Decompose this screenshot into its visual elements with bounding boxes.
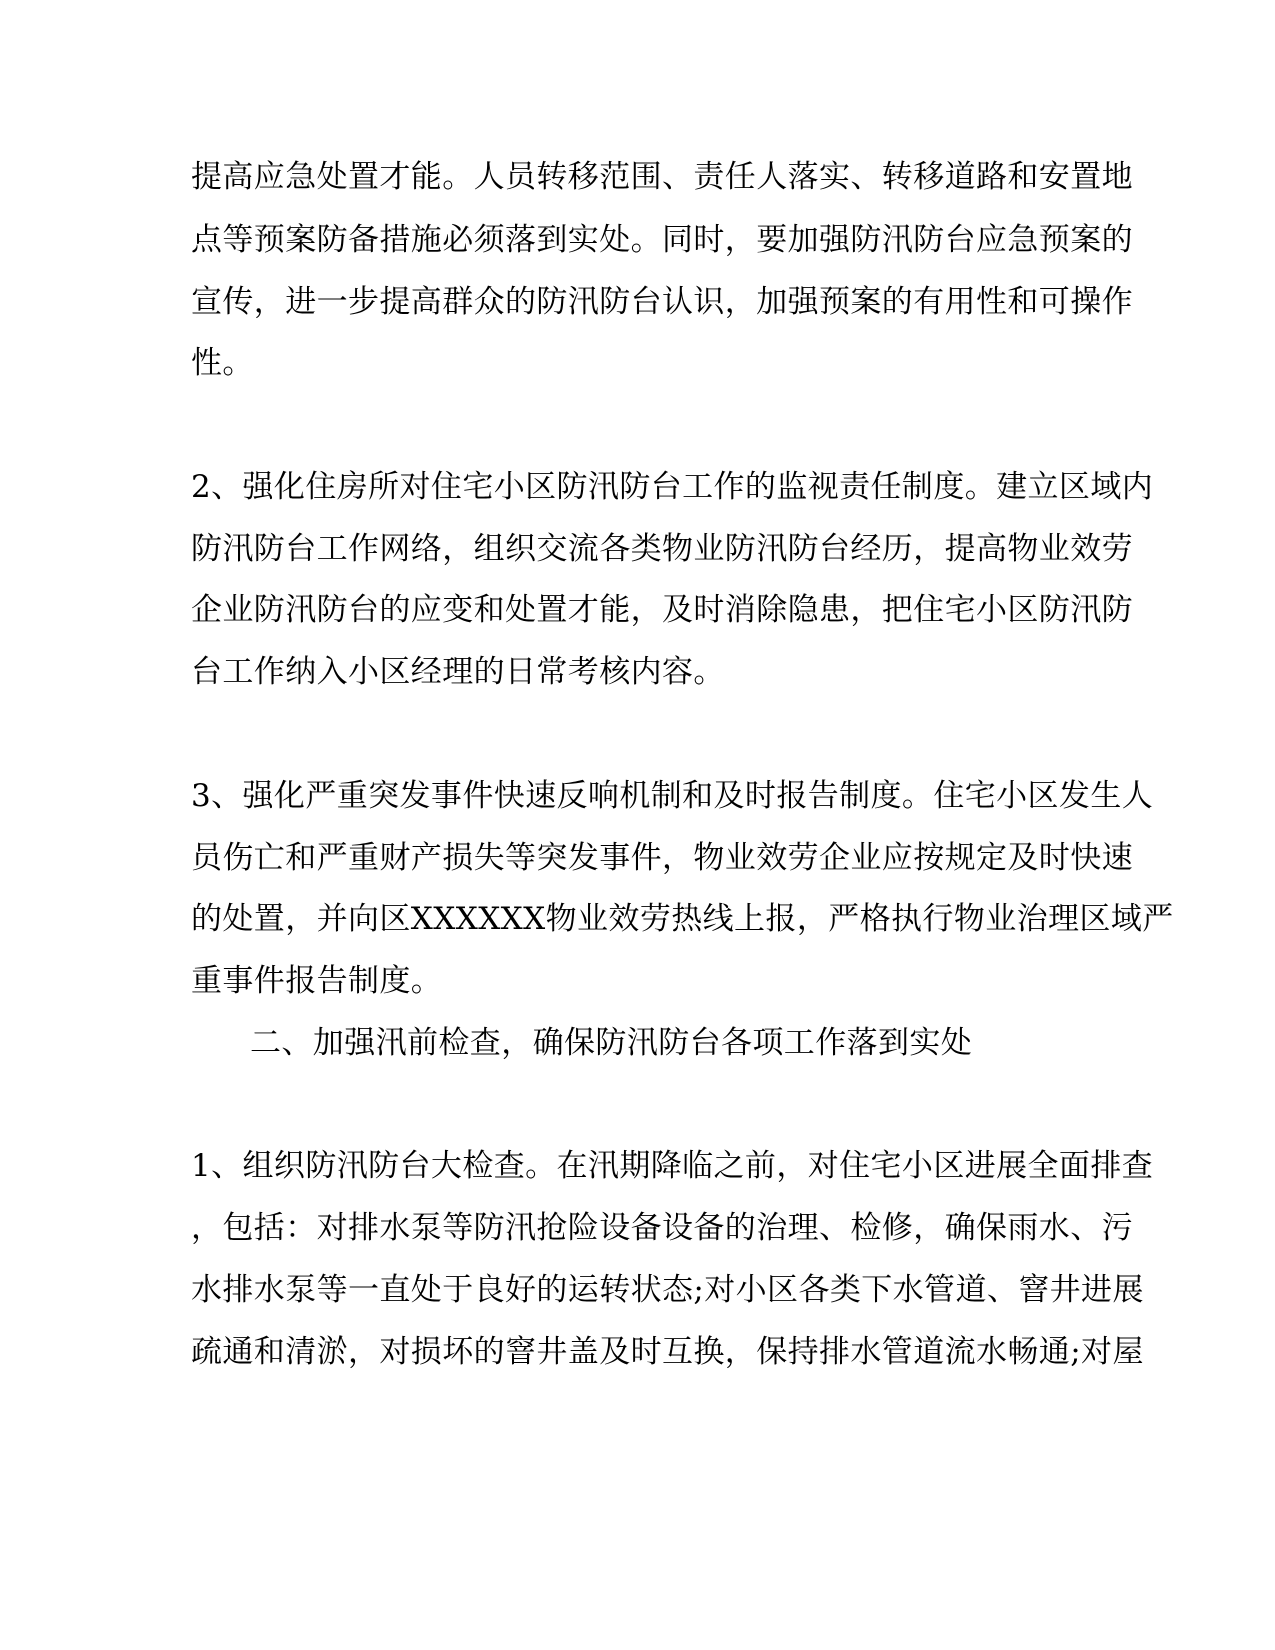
paragraph-4-line-1: 1、组织防汛防台大检查。在汛期降临之前，对住宅小区进展全面排查 — [191, 1148, 1154, 1184]
paragraph-1-line-3: 宣传，进一步提高群众的防汛防台认识，加强预案的有用性和可操作 — [191, 284, 1133, 320]
paragraph-3-line-4: 重事件报告制度。 — [191, 963, 443, 999]
paragraph-1-line-4: 性。 — [191, 345, 254, 381]
paragraph-2-line-3: 企业防汛防台的应变和处置才能，及时消除隐患，把住宅小区防汛防 — [191, 592, 1133, 628]
paragraph-4-line-3: 水排水泵等一直处于良好的运转状态;对小区各类下水管道、窨井进展 — [191, 1272, 1144, 1308]
paragraph-3-line-3: 的处置，并向区XXXXXX物业效劳热线上报，严格执行物业治理区域严 — [191, 901, 1174, 937]
paragraph-2-line-1: 2、强化住房所对住宅小区防汛防台工作的监视责任制度。建立区域内 — [191, 469, 1154, 505]
paragraph-4-line-4: 疏通和清淤，对损坏的窨井盖及时互换，保持排水管道流水畅通;对屋 — [191, 1334, 1144, 1370]
section-heading: 二、加强汛前检查，确保防汛防台各项工作落到实处 — [250, 1025, 973, 1061]
paragraph-1-line-2: 点等预案防备措施必须落到实处。同时，要加强防汛防台应急预案的 — [191, 222, 1133, 258]
paragraph-3-line-1: 3、强化严重突发事件快速反响机制和及时报告制度。住宅小区发生人 — [191, 778, 1154, 814]
paragraph-2-line-4: 台工作纳入小区经理的日常考核内容。 — [191, 654, 725, 690]
paragraph-2-line-2: 防汛防台工作网络，组织交流各类物业防汛防台经历，提高物业效劳 — [191, 531, 1133, 567]
paragraph-1-line-1: 提高应急处置才能。人员转移范围、责任人落实、转移道路和安置地 — [191, 159, 1133, 195]
paragraph-3-line-2: 员伤亡和严重财产损失等突发事件，物业效劳企业应按规定及时快速 — [191, 840, 1133, 876]
paragraph-4-line-2: ，包括：对排水泵等防汛抢险设备设备的治理、检修，确保雨水、污 — [191, 1210, 1133, 1246]
